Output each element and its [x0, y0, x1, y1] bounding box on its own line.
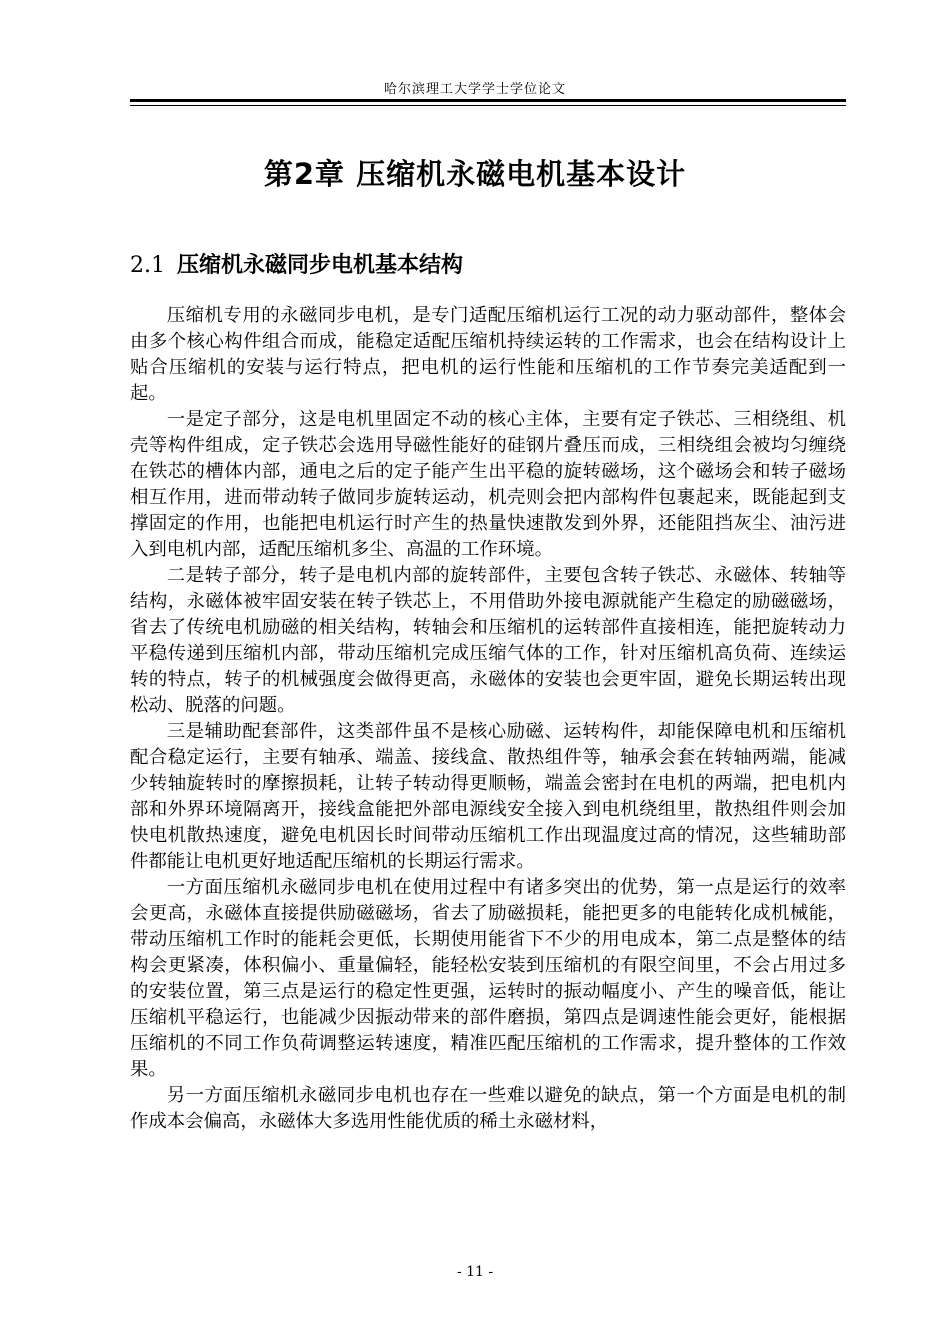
header-rule-thick: [130, 99, 846, 102]
paragraph: 一方面压缩机永磁同步电机在使用过程中有诸多突出的优势，第一点是运行的效率会更高，永磁体直接提供励磁磁场，省去了励磁损耗，能把更多的电能转化成机械能，带动压缩机工作时的能耗会更低，长期使用能省下不少的用电成本，第二点是整体的结构会更紧凑，体积偏小、重量偏轻，能轻松安装到压缩机的有限空间里，不会占用过多的安装位置，第三点是运行的稳定性更强，运转时的振动幅度小、产生的噪音低，能让压缩机平稳运行，也能减少因振动带来的部件磨损，第四点是调速性能会更好，能根据压缩机的不同工作负荷调整运转速度，精准匹配压缩机的工作需求，提升整体的工作效果。: [130, 877, 846, 1080]
paragraph: 一是定子部分，这是电机里固定不动的核心主体，主要有定子铁芯、三相绕组、机壳等构件组成，定子铁芯会选用导磁性能好的硅钢片叠压而成，三相绕组会被均匀缠绕在铁芯的槽体内部，通电之后的定子能产生出平稳的旋转磁场，这个磁场会和转子磁场相互作用，进而带动转子做同步旋转运动，机壳则会把内部构件包裹起来，既能起到支撑固定的作用，也能把电机运行时产生的热量快速散发到外界，还能阻挡灰尘、油污进入到电机内部，适配压缩机多尘、高温的工作环境。: [130, 409, 846, 560]
section-number: 2.1: [130, 253, 165, 278]
paragraph: 二是转子部分，转子是电机内部的旋转部件，主要包含转子铁芯、永磁体、转轴等结构，永磁体被牢固安装在转子铁芯上，不用借助外接电源就能产生稳定的励磁磁场，省去了传统电机励磁的相关结构，转轴会和压缩机的运转部件直接相连，能把旋转动力平稳传递到压缩机内部，带动压缩机完成压缩气体的工作，针对压缩机高负荷、连续运转的特点，转子的机械强度会做得更高，永磁体的安装也会更牢固，避免长期运转出现松动、脱落的问题。: [130, 565, 846, 716]
body-text: [130, 303, 846, 1135]
paragraph: 三是辅助配套部件，这类部件虽不是核心励磁、运转构件，却能保障电机和压缩机配合稳定运行，主要有轴承、端盖、接线盒、散热组件等，轴承会套在转轴两端，能减少转轴旋转时的摩擦损耗，让转子转动得更顺畅，端盖会密封在电机的两端，把电机内部和外界环境隔离开，接线盒能把外部电源线安全接入到电机绕组里，散热组件则会加快电机散热速度，避免电机因长时间带动压缩机工作出现温度过高的情况，这些辅助部件都能让电机更好地适配压缩机的长期运行需求。: [130, 721, 846, 872]
paragraph: 压缩机专用的永磁同步电机，是专门适配压缩机运行工况的动力驱动部件，整体会由多个核心构件组合而成，能稳定适配压缩机持续运转的工作需求，也会在结构设计上贴合压缩机的安装与运行特点，把电机的运行性能和压缩机的工作节奏完美适配到一起。: [130, 305, 846, 404]
chapter-title: 第2章 压缩机永磁电机基本设计: [263, 157, 687, 191]
section-title: 压缩机永磁同步电机基本结构: [177, 253, 464, 278]
section-heading: [130, 248, 463, 279]
header-rule-thin: [130, 105, 846, 106]
paragraph: 另一方面压缩机永磁同步电机也存在一些难以避免的缺点，第一个方面是电机的制作成本会偏高，永磁体大多选用性能优质的稀土永磁材料，: [130, 1085, 846, 1132]
page-number: - 11 -: [456, 1264, 494, 1280]
running-header: 哈尔滨理工大学学士学位论文: [383, 82, 566, 97]
